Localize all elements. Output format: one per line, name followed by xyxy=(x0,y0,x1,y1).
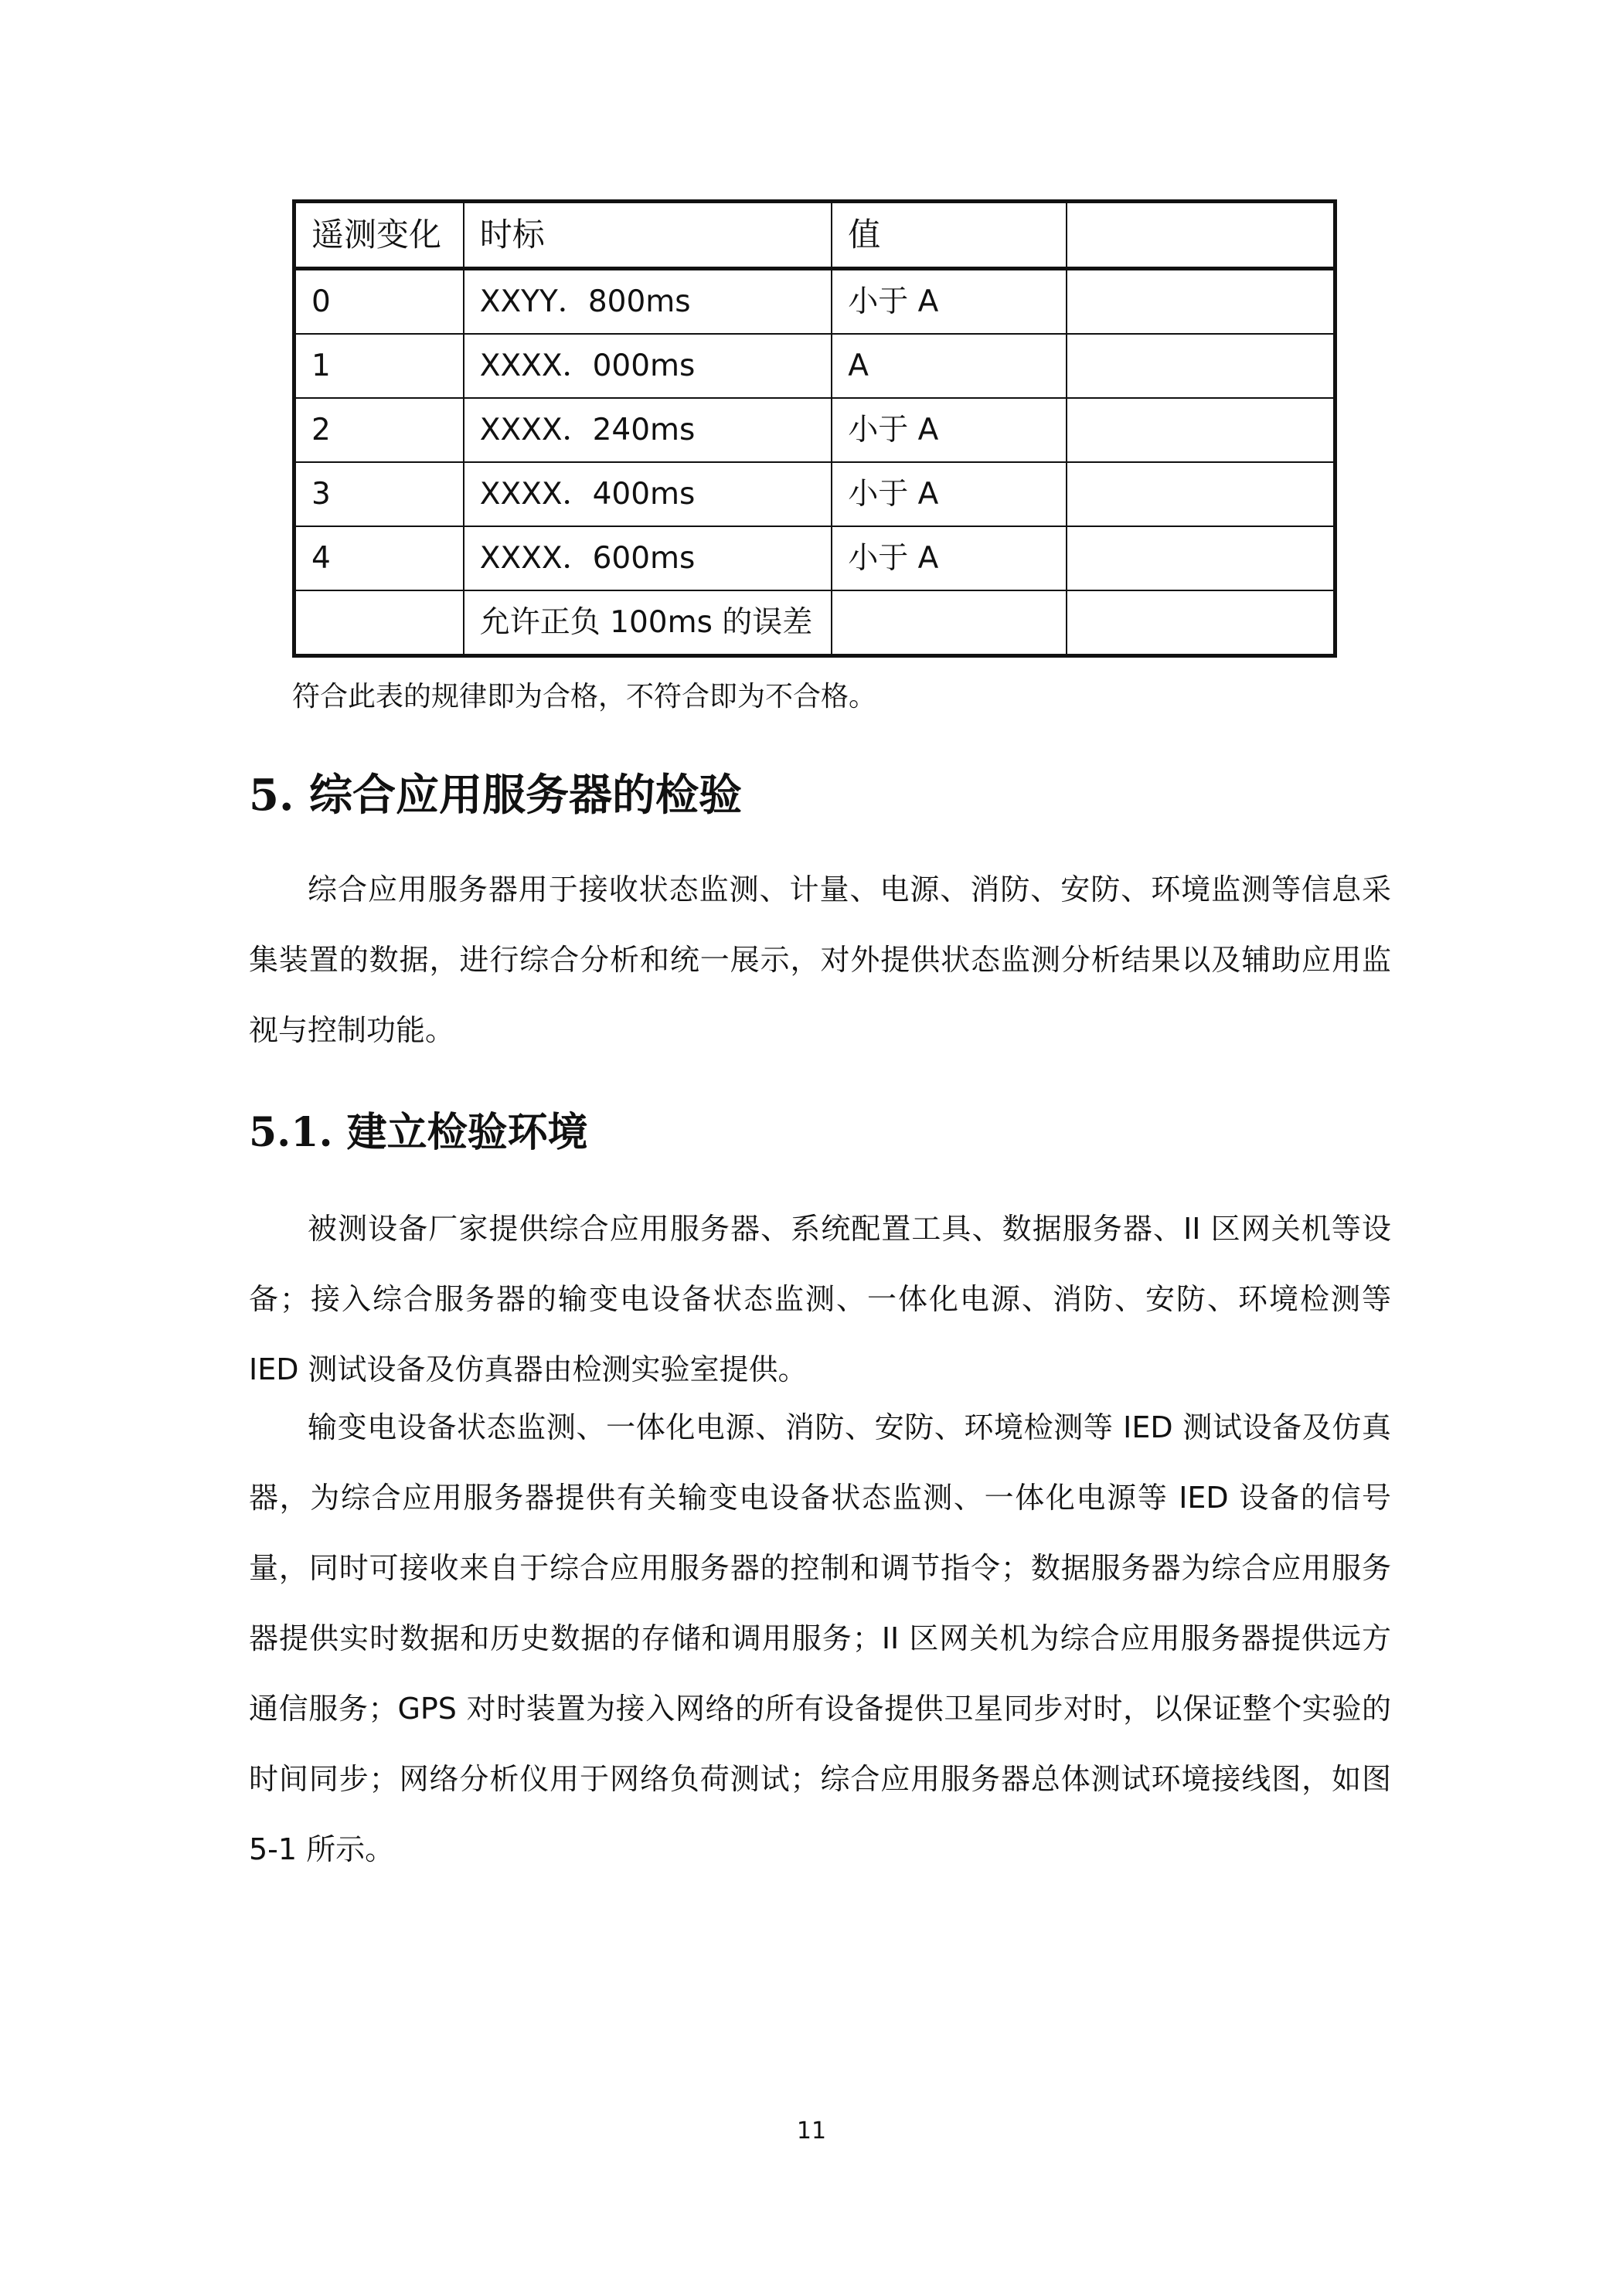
table-cell: 允许正负 100ms 的误差 xyxy=(464,590,832,656)
table-cell xyxy=(1067,462,1335,526)
table-cell xyxy=(1067,526,1335,590)
section-heading-5-1: 5.1. 建立检验环境 xyxy=(249,1109,588,1156)
table-header-cell: 值 xyxy=(832,202,1067,269)
table-header-cell: 时标 xyxy=(464,202,832,269)
table-cell xyxy=(294,590,464,656)
table-cell: A xyxy=(832,334,1067,398)
table-cell: 3 xyxy=(294,462,464,526)
table-cell: 4 xyxy=(294,526,464,590)
table-cell: XXXX．000ms xyxy=(464,334,832,398)
section-5-1-paragraph-1: 被测设备厂家提供综合应用服务器、系统配置工具、数据服务器、II 区网关机等设备；接入综合服务器的输变电设备状态监测、一体化电源、消防、安防、环境检测等 IED 测试设备及仿真器由检测实验室提供。 xyxy=(249,1212,1391,1386)
table-row xyxy=(294,334,1335,398)
table-cell: 小于 A xyxy=(832,269,1067,335)
table-row xyxy=(294,269,1335,335)
table-row xyxy=(294,526,1335,590)
table-header-cell xyxy=(1067,202,1335,269)
table-note: 符合此表的规律即为合格，不符合即为不合格。 xyxy=(292,681,877,713)
table-cell xyxy=(1067,398,1335,462)
table-cell: 小于 A xyxy=(832,526,1067,590)
table-cell: 0 xyxy=(294,269,464,335)
telemetry-change-table xyxy=(292,199,1337,658)
table-header-row xyxy=(294,202,1335,269)
table-cell: 2 xyxy=(294,398,464,462)
table-cell: XXYY．800ms xyxy=(464,269,832,335)
table-cell: XXXX．240ms xyxy=(464,398,832,462)
table-cell xyxy=(832,590,1067,656)
section-5-1-paragraph-2: 输变电设备状态监测、一体化电源、消防、安防、环境检测等 IED 测试设备及仿真器，为综合应用服务器提供有关输变电设备状态监测、一体化电源等 IED 设备的信号量，同时可接收来自于综合应用服务器的控制和调节指令；数据服务器为综合应用服务器提供实时数据和历史数据的存储和调用服务；II 区网关机为综合应用服务器提供远方通信服务；GPS 对时装置为接入网络的所有设备提供卫星同步对时，以保证整个实验的时间同步；网络分析仪用于网络负荷测试；综合应用服务器总体测试环境接线图，如图 5-1 所示。 xyxy=(249,1410,1391,1866)
table-row xyxy=(294,398,1335,462)
table-row xyxy=(294,590,1335,656)
table-cell: 小于 A xyxy=(832,398,1067,462)
section-5-paragraph: 综合应用服务器用于接收状态监测、计量、电源、消防、安防、环境监测等信息采集装置的数据，进行综合分析和统一展示，对外提供状态监测分析结果以及辅助应用监视与控制功能。 xyxy=(249,872,1391,1047)
table-cell: 1 xyxy=(294,334,464,398)
table-header-cell: 遥测变化 xyxy=(294,202,464,269)
table-cell: XXXX．400ms xyxy=(464,462,832,526)
table-row xyxy=(294,462,1335,526)
table-cell xyxy=(1067,590,1335,656)
table-cell: 小于 A xyxy=(832,462,1067,526)
page-number: 11 xyxy=(796,2117,827,2145)
table-cell xyxy=(1067,334,1335,398)
table-cell xyxy=(1067,269,1335,335)
section-heading-5: 5. 综合应用服务器的检验 xyxy=(249,770,742,821)
table-cell: XXXX．600ms xyxy=(464,526,832,590)
